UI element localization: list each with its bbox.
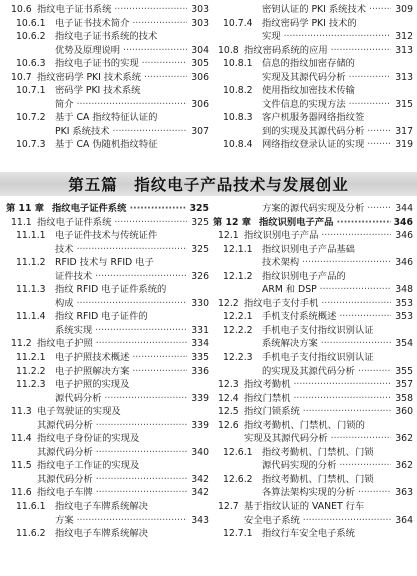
toc-entry-number: 第 12 章 <box>213 216 252 228</box>
toc-entry-title: 指纹电子证书的实现 ····· <box>55 57 187 71</box>
toc-entry-page: 313 <box>395 44 413 56</box>
toc-entry-number: 11.1.1 <box>16 230 46 242</box>
toc-entry-title: 手机支付系统概述 ····· <box>262 310 391 324</box>
toc-entry-number: 11.3 <box>11 406 32 418</box>
toc-entry <box>213 446 413 460</box>
toc-entry-number: 11.6 <box>11 487 32 499</box>
toc-entry-page: 315 <box>395 98 413 110</box>
toc-entry-number: 第 11 章 <box>6 203 45 214</box>
toc-entry-continuation <box>213 337 413 351</box>
toc-entry-page: 335 <box>191 352 209 364</box>
toc-entry <box>6 71 209 85</box>
toc-entry <box>6 365 209 379</box>
toc-entry-title: 基于 CA 指纹特征认证的 <box>55 112 158 124</box>
toc-entry-number: 12.7.1 <box>223 528 253 540</box>
toc-entry-number: 12.1.2 <box>223 270 253 282</box>
toc-entry-title: 密码学 PKI 技术系统 <box>55 85 141 97</box>
toc-column-right-top <box>213 3 413 152</box>
toc-entry-title: 指纹电子护照 ····· <box>37 337 187 351</box>
toc-entry-number: 12.2.1 <box>223 311 253 323</box>
toc-entry <box>213 270 413 284</box>
toc-entry-title: 电子证书技术简介 ····· <box>55 17 187 31</box>
toc-entry <box>6 310 209 324</box>
toc-entry-number: 10.8.3 <box>223 112 253 124</box>
toc-entry <box>213 527 413 541</box>
toc-entry-continuation <box>6 446 209 460</box>
toc-entry <box>213 111 413 125</box>
toc-entry <box>6 432 209 446</box>
toc-entry-number: 10.7.4 <box>223 17 253 29</box>
toc-entry-number: 10.7.3 <box>16 139 46 151</box>
toc-entry <box>213 216 413 230</box>
toc-entry-page: 353 <box>395 311 413 323</box>
toc-entry <box>6 486 209 500</box>
toc-entry-page: 309 <box>395 4 413 15</box>
toc-entry-page: 343 <box>191 514 209 526</box>
toc-entry-page: 346 <box>393 216 413 228</box>
toc-entry-number: 11.2.1 <box>16 352 46 364</box>
toc-entry-title: 指纹电子车牌 ····· <box>37 486 187 500</box>
toc-entry-page: 325 <box>191 216 209 228</box>
toc-entry-continuation <box>6 514 209 528</box>
toc-entry-title: 指纹密码学 PKI 技术的 <box>262 17 357 29</box>
toc-entry-title: 简介 ····· <box>55 98 187 112</box>
toc-entry-title: 指纹电子工作证的实现及 <box>37 460 140 472</box>
toc-entry-title: 信息的指纹加密存储的 <box>262 58 355 70</box>
toc-entry-number: 11.1.2 <box>16 257 46 269</box>
toc-entry <box>6 216 209 230</box>
toc-entry-continuation <box>6 297 209 311</box>
toc-entry <box>213 229 413 243</box>
toc-entry-continuation <box>213 30 413 44</box>
toc-entry-title: ARM 和 DSP ····· <box>262 283 391 297</box>
toc-entry-number: 10.7.2 <box>16 112 46 124</box>
toc-entry-continuation <box>213 365 413 379</box>
toc-entry-title: 指纹电子支付手机 ····· <box>244 297 391 311</box>
toc-entry-number: 10.6 <box>11 4 32 15</box>
toc-entry-number: 12.7 <box>218 501 239 513</box>
toc-entry-title: 基于 CA 伪随机指纹特征 <box>55 139 158 151</box>
toc-entry <box>6 84 209 98</box>
toc-entry-page: 304 <box>191 44 209 56</box>
toc-entry-page: 317 <box>395 125 413 137</box>
toc-entry-page: 339 <box>191 419 209 431</box>
toc-entry <box>213 500 413 514</box>
toc-entry <box>6 30 209 44</box>
toc-entry-number: 11.6.1 <box>16 501 46 513</box>
toc-entry-title: 使用指纹加密技术传输 <box>262 85 355 97</box>
toc-entry <box>213 243 413 257</box>
toc-entry <box>213 392 413 406</box>
toc-entry-title: 指纹电子车牌系统解决 <box>55 501 148 513</box>
toc-entry <box>6 527 209 541</box>
part-title: 第五篇 指纹电子产品技术与发展创业 <box>68 176 349 194</box>
toc-entry-page: 346 <box>395 230 413 242</box>
toc-entry <box>6 256 209 270</box>
toc-entry-title: 源代码实现的分析 ····· <box>262 459 391 473</box>
toc-entry <box>6 337 209 351</box>
toc-entry-page: 325 <box>189 203 209 214</box>
toc-entry <box>213 84 413 98</box>
toc-entry <box>213 17 413 31</box>
toc-entry-page: 342 <box>191 473 209 485</box>
toc-entry-continuation <box>213 283 413 297</box>
toc-entry-page: 362 <box>395 433 413 445</box>
toc-entry-continuation <box>6 243 209 257</box>
toc-entry-title: 证件技术 ····· <box>55 270 187 284</box>
toc-entry-title: 技术架构 ····· <box>262 256 391 270</box>
toc-entry-title: 各算法架构实现的分析 ····· <box>262 486 391 500</box>
toc-entry-page: 344 <box>395 203 413 214</box>
toc-entry <box>6 229 209 243</box>
toc-entry <box>6 351 209 365</box>
toc-entry-title: 电子护照解决方案 ····· <box>55 365 187 379</box>
toc-entry-continuation <box>6 419 209 433</box>
toc-entry-number: 11.1.3 <box>16 284 46 296</box>
toc-entry-title: 密钥认证的 PKI 系统技术 ····· <box>262 3 391 17</box>
toc-entry-number: 12.1 <box>218 230 239 242</box>
toc-entry-number: 12.6 <box>218 419 239 431</box>
toc-entry-title: 安全电子系统 ····· <box>244 514 391 528</box>
toc-entry-title: 文件信息的实现方法 ····· <box>262 98 391 112</box>
toc-entry-title: 系统解决方案 ····· <box>262 337 391 351</box>
toc-entry-page: 354 <box>395 338 413 350</box>
toc-entry <box>6 283 209 297</box>
toc-entry-number: 10.6.1 <box>16 17 46 29</box>
toc-entry-number: 10.7.1 <box>16 85 46 97</box>
toc-entry-page: 360 <box>395 406 413 418</box>
toc-entry <box>213 138 413 152</box>
toc-entry-page: 306 <box>191 71 209 83</box>
toc-entry-title: 其源代码分析 ····· <box>37 473 187 487</box>
toc-entry <box>6 405 209 419</box>
toc-entry <box>213 310 413 324</box>
toc-entry-page: 325 <box>191 243 209 255</box>
toc-entry-page: 312 <box>395 31 413 43</box>
toc-entry-number: 10.8 <box>218 44 239 56</box>
toc-entry-number: 12.2.2 <box>223 324 253 336</box>
toc-entry-page: 348 <box>395 284 413 296</box>
toc-entry <box>6 459 209 473</box>
toc-entry-page: 357 <box>395 379 413 391</box>
toc-entry-continuation <box>6 98 209 112</box>
toc-entry <box>6 378 209 392</box>
toc-entry-page: 339 <box>191 392 209 404</box>
toc-entry-title: 指纹 RFID 电子证件系统的 <box>55 284 167 296</box>
toc-entry-title: 方案 ····· <box>55 514 187 528</box>
toc-entry-number: 10.7 <box>11 71 32 83</box>
toc-entry-title: 指纹 RFID 电子证件的 <box>55 311 148 323</box>
toc-entry-title: 客户机服务器网络指纹签 <box>262 112 365 124</box>
toc-entry-page: 313 <box>395 71 413 83</box>
toc-entry-page: 306 <box>191 98 209 110</box>
toc-entry-continuation <box>6 125 209 139</box>
toc-entry-number: 11.2.2 <box>16 365 46 377</box>
toc-entry-continuation <box>213 432 413 446</box>
toc-entry-title: 构成 ····· <box>55 297 187 311</box>
toc-entry-page: 303 <box>191 17 209 29</box>
toc-entry-title: 指纹电子证件系统 ····· <box>52 202 187 216</box>
toc-entry <box>6 138 209 152</box>
toc-entry-number: 10.6.3 <box>16 58 46 70</box>
toc-entry <box>213 3 413 17</box>
toc-entry-number: 12.3 <box>218 379 239 391</box>
toc-entry-title: 方案的源代码实现及分析 ····· <box>262 202 391 216</box>
toc-entry-title: 的实现及其源代码分析 ····· <box>262 365 391 379</box>
toc-entry-title: 指纹考勤机、门禁机、门锁 <box>262 473 374 485</box>
toc-entry-continuation <box>6 270 209 284</box>
toc-entry-title: 指纹电子车牌系统解决 <box>55 528 148 540</box>
toc-column-left-top <box>6 3 209 152</box>
toc-entry-number: 11.2 <box>11 338 32 350</box>
toc-entry-page: 330 <box>191 297 209 309</box>
toc-entry-title: 指纹识别电子产品的 <box>262 270 346 282</box>
toc-entry-number: 10.6.2 <box>16 31 46 43</box>
toc-entry-title: 指纹密码学 PKI 技术系统 ····· <box>37 71 187 85</box>
toc-entry-number: 10.8.1 <box>223 58 253 70</box>
toc-entry <box>213 44 413 58</box>
toc-entry-number: 11.1.4 <box>16 311 46 323</box>
toc-entry-title: 系统实现 ····· <box>55 324 187 338</box>
toc-entry-title: 实现及其源代码分析 ····· <box>244 432 391 446</box>
toc-entry-continuation <box>213 486 413 500</box>
toc-entry-page: 319 <box>395 139 413 151</box>
toc-entry-title: 指纹电子证书系统的技术 <box>55 31 158 43</box>
toc-entry-title: 指纹识别电子产品 ····· <box>244 229 391 243</box>
toc-entry-number: 10.8.2 <box>223 85 253 97</box>
toc-entry-page: 362 <box>395 460 413 472</box>
toc-entry <box>6 17 209 31</box>
toc-entry <box>6 3 209 17</box>
toc-entry <box>213 57 413 71</box>
toc-entry <box>213 378 413 392</box>
part-heading-band <box>0 172 417 196</box>
toc-entry-title: 指纹电子证书系统 ····· <box>37 3 187 17</box>
toc-entry-page: 363 <box>395 487 413 499</box>
toc-entry <box>213 419 413 433</box>
toc-entry-title: PKI 系统技术 ····· <box>55 125 187 139</box>
toc-entry-title: 电子证件技术与传统证件 <box>55 230 158 242</box>
toc-entry-continuation <box>213 459 413 473</box>
toc-entry-number: 12.6.2 <box>223 473 253 485</box>
toc-entry-page: 305 <box>191 58 209 70</box>
toc-entry <box>213 473 413 487</box>
toc-entry <box>213 405 413 419</box>
toc-entry-title: 手机电子支付指纹识别认证 <box>262 352 374 364</box>
toc-entry-number: 12.6.1 <box>223 446 253 458</box>
toc-entry-continuation <box>6 392 209 406</box>
toc-entry-number: 12.2.3 <box>223 352 253 364</box>
toc-entry-page: 353 <box>395 297 413 309</box>
toc-entry-number: 11.2.3 <box>16 379 46 391</box>
toc-entry-continuation <box>213 125 413 139</box>
toc-entry <box>213 351 413 365</box>
toc-entry-title: 指纹考勤机、门禁机、门锁 <box>262 446 374 458</box>
toc-entry-title: 实现 ····· <box>262 30 391 44</box>
toc-column-left-bottom <box>6 202 209 541</box>
toc-entry-page: 307 <box>191 125 209 137</box>
toc-entry-title: 源代码分析 ····· <box>55 392 187 406</box>
toc-entry-page: 334 <box>191 338 209 350</box>
toc-entry-title: 其源代码分析 ····· <box>37 446 187 460</box>
toc-entry-continuation <box>6 324 209 338</box>
toc-entry <box>213 297 413 311</box>
toc-entry-title: 指纹电子证件系统 ····· <box>37 216 187 230</box>
toc-entry-title: 手机电子支付指纹识别认证 <box>262 324 374 336</box>
toc-entry-page: 336 <box>191 365 209 377</box>
toc-entry <box>213 202 413 216</box>
toc-entry-title: RFID 技术与 RFID 电子 <box>55 257 154 269</box>
toc-entry-number: 11.6.2 <box>16 528 46 540</box>
toc-entry-title: 指纹门锁系统 ····· <box>244 405 391 419</box>
toc-entry-title: 电子护照的实现及 <box>55 379 130 391</box>
toc-entry <box>6 111 209 125</box>
toc-entry-continuation <box>213 71 413 85</box>
toc-entry-page: 358 <box>395 392 413 404</box>
toc-entry-title: 指纹电子身份证的实现及 <box>37 433 140 445</box>
toc-entry-continuation <box>213 98 413 112</box>
toc-entry-page: 326 <box>191 270 209 282</box>
toc-entry-title: 指纹识别电子产品基础 <box>262 243 355 255</box>
toc-entry-number: 11.5 <box>11 460 32 472</box>
toc-entry-title: 指纹识别电子产品 ····· <box>259 216 391 230</box>
toc-entry-number: 11.4 <box>11 433 32 445</box>
toc-entry-continuation <box>213 514 413 528</box>
toc-entry <box>6 57 209 71</box>
toc-entry-page: 342 <box>191 487 209 499</box>
toc-entry-number: 12.4 <box>218 392 239 404</box>
toc-entry-title: 指纹密码系统的应用 ····· <box>244 44 391 58</box>
toc-entry-continuation <box>6 473 209 487</box>
toc-entry <box>6 500 209 514</box>
toc-entry-title: 指纹考勤机、门禁机、门锁的 <box>244 419 365 431</box>
toc-column-right-bottom <box>213 202 413 541</box>
toc-entry-number: 11.1 <box>11 216 32 228</box>
toc-entry-title: 网络指纹登录认证的实现 ····· <box>262 138 391 152</box>
toc-entry-page: 355 <box>395 365 413 377</box>
toc-entry-number: 12.5 <box>218 406 239 418</box>
toc-entry-page: 303 <box>191 4 209 15</box>
toc-entry-title: 电子护照技术概述 ····· <box>55 351 187 365</box>
toc-entry-number: 10.8.4 <box>223 139 253 151</box>
toc-entry-title: 实现及其源代码分析 ····· <box>262 71 391 85</box>
toc-entry-title: 指纹门禁机 ····· <box>244 392 391 406</box>
toc-entry <box>6 202 209 216</box>
toc-entry-number: 12.1.1 <box>223 243 253 255</box>
toc-entry-title: 优势及原理说明 ····· <box>55 44 187 58</box>
toc-entry-number: 12.2 <box>218 297 239 309</box>
toc-entry-title: 基于指纹认证的 VANET 行车 <box>244 501 365 513</box>
toc-entry-title: 指纹行车安全电子系统 <box>262 528 355 540</box>
toc-entry-title: 指纹考勤机 ····· <box>244 378 391 392</box>
toc-entry-title: 电子驾驶证的实现及 <box>37 406 121 418</box>
toc-entry-continuation <box>6 44 209 58</box>
toc-entry-continuation <box>213 256 413 270</box>
toc-entry-page: 364 <box>395 514 413 526</box>
toc-entry-title: 到的实现及其源代码分析 ····· <box>262 125 391 139</box>
toc-entry-title: 其源代码分析 ····· <box>37 419 187 433</box>
toc-entry-title: 技术 ····· <box>55 243 187 257</box>
toc-entry-page: 340 <box>191 446 209 458</box>
toc-entry <box>213 324 413 338</box>
toc-entry-page: 346 <box>395 257 413 269</box>
toc-entry-page: 331 <box>191 324 209 336</box>
